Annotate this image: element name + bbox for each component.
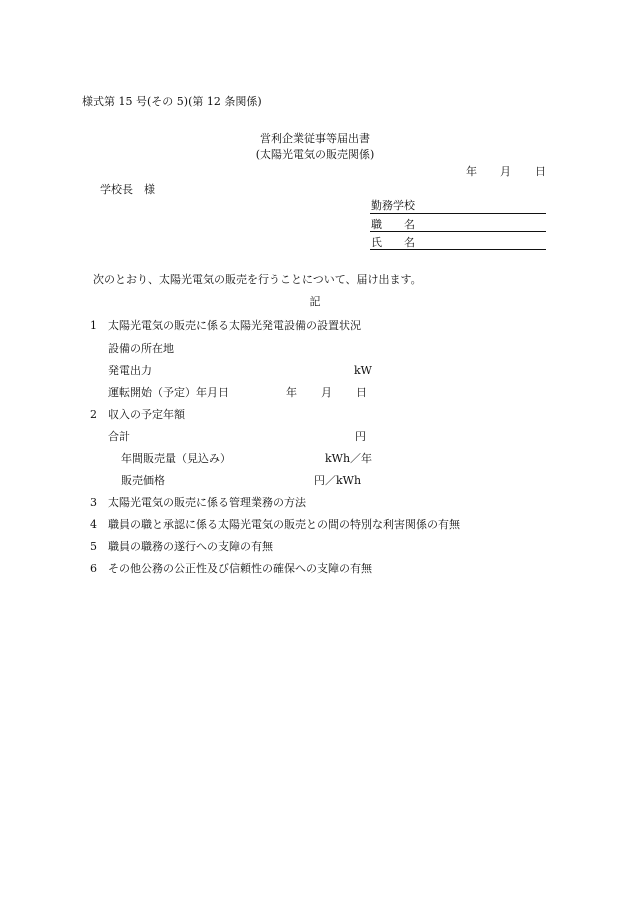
item-3-text: 太陽光電気の販売に係る管理業務の方法 (108, 496, 306, 509)
start-month: 月 (321, 386, 332, 399)
item-1-text: 太陽光電気の販売に係る太陽光発電設備の設置状況 (108, 319, 361, 332)
date-month: 月 (500, 165, 511, 178)
item-1-number: 1 (90, 319, 97, 332)
item-6-number: 6 (90, 562, 97, 575)
position-label: 職 名 (371, 218, 415, 231)
position-underline (370, 231, 546, 232)
ki-heading: 記 (309, 295, 321, 308)
location-label: 設備の所在地 (108, 342, 174, 355)
name-label: 氏 名 (371, 236, 415, 249)
item-6-text: その他公務の公正性及び信頼性の確保への支障の有無 (108, 562, 372, 575)
intro-text: 次のとおり、太陽光電気の販売を行うことについて、届け出ます。 (93, 273, 422, 286)
school-underline (370, 213, 546, 214)
item-2-text: 収入の予定年額 (108, 408, 185, 421)
addressee: 学校長 様 (100, 183, 155, 196)
price-label: 販売価格 (121, 474, 165, 487)
item-5-text: 職員の職務の遂行への支障の有無 (108, 540, 273, 553)
start-day: 日 (356, 386, 367, 399)
price-unit: 円／kWh (314, 474, 362, 487)
start-year: 年 (286, 386, 297, 399)
item-3-number: 3 (90, 496, 97, 509)
date-day: 日 (535, 165, 546, 178)
date-year: 年 (466, 165, 477, 178)
annual-sales-label: 年間販売量（見込み） (121, 452, 231, 465)
document-title: 営利企業従事等届出書 (260, 132, 370, 145)
total-unit: 円 (355, 430, 366, 443)
output-label: 発電出力 (108, 364, 152, 377)
start-date-label: 運転開始（予定）年月日 (108, 386, 229, 399)
form-number: 様式第 15 号(その 5)(第 12 条関係) (82, 95, 262, 108)
output-unit: kW (354, 364, 372, 377)
annual-sales-unit: kWh／年 (325, 452, 373, 465)
school-label: 勤務学校 (371, 199, 415, 212)
item-2-number: 2 (90, 408, 97, 421)
name-underline (370, 249, 546, 250)
item-4-text: 職員の職と承認に係る太陽光電気の販売との間の特別な利害関係の有無 (108, 518, 460, 531)
total-label: 合計 (108, 430, 130, 443)
item-4-number: 4 (90, 518, 97, 531)
item-5-number: 5 (90, 540, 97, 553)
document-subtitle: (太陽光電気の販売関係) (255, 148, 375, 161)
